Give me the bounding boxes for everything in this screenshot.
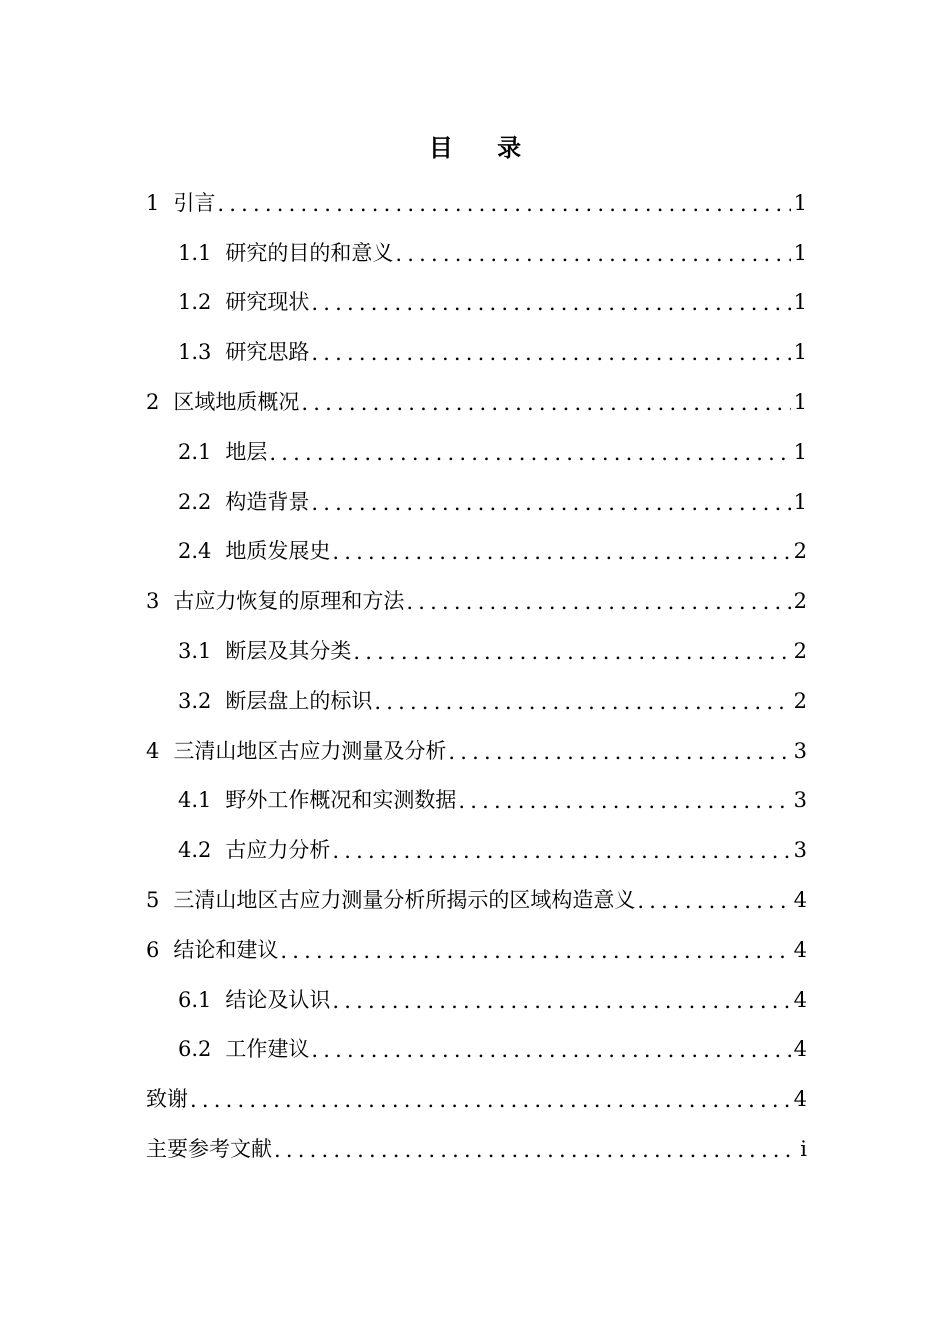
toc-page-number: 2 [793, 688, 807, 713]
toc-entry-label [146, 935, 278, 965]
toc-title: 目 录 [428, 133, 540, 162]
toc-entry-label [146, 387, 299, 417]
toc-entry-label [178, 636, 351, 666]
toc-entry-text: 三清山地区古应力测量及分析 [173, 738, 447, 763]
toc-entry-label [146, 1134, 272, 1164]
toc-entry-number: 6.2 [178, 1037, 212, 1062]
toc-entry-label [178, 985, 330, 1015]
toc-entry-text: 结论及认识 [225, 987, 331, 1012]
toc-dot-leader [311, 338, 791, 368]
toc-entry[interactable] [0, 726, 950, 776]
toc-entry-text: 研究的目的和意义 [225, 240, 394, 265]
toc-dot-leader [301, 388, 791, 418]
toc-entry-label [146, 885, 635, 915]
toc-entry-number: 3.2 [178, 688, 212, 713]
toc-entry-label [178, 437, 267, 467]
toc-entry[interactable] [0, 776, 950, 826]
toc-dot-leader [395, 239, 791, 269]
toc-dot-leader [311, 488, 791, 518]
toc-entry-label [178, 287, 309, 317]
toc-page-number: 4 [793, 937, 807, 962]
toc-dot-leader [637, 886, 791, 916]
toc-entry[interactable] [0, 228, 950, 278]
toc-dot-leader [274, 1135, 791, 1165]
toc-entry[interactable] [0, 178, 950, 228]
toc-page-number: 2 [793, 639, 807, 664]
toc-dot-leader [458, 786, 791, 816]
toc-entry-text: 结论和建议 [173, 937, 279, 962]
toc-dot-leader [332, 986, 791, 1016]
toc-entry[interactable] [0, 1124, 950, 1174]
toc-dot-leader [217, 189, 791, 219]
toc-entry-text: 断层及其分类 [225, 639, 352, 664]
toc-page-number: 1 [793, 290, 807, 315]
toc-entry-label [146, 1084, 188, 1114]
toc-entry-label [178, 835, 330, 865]
toc-entry-number: 1.2 [178, 290, 212, 315]
toc-page-number: 1 [793, 190, 807, 215]
toc-entry-label [178, 686, 372, 716]
toc-entry[interactable] [0, 576, 950, 626]
toc-entry-text: 主要参考文献 [146, 1137, 272, 1162]
toc-entry[interactable] [0, 527, 950, 577]
toc-entry-number: 1.3 [178, 340, 212, 365]
toc-entry[interactable] [0, 626, 950, 676]
toc-entry-number: 6.1 [178, 987, 212, 1012]
toc-entry-number: 5 [146, 888, 160, 913]
toc-dot-leader [269, 438, 791, 468]
toc-entry[interactable] [0, 825, 950, 875]
toc-page-number: 3 [793, 838, 807, 863]
toc-entry-text: 古应力恢复的原理和方法 [173, 589, 405, 614]
toc-page-number: 1 [793, 489, 807, 514]
toc-page-number: 4 [793, 1037, 807, 1062]
toc-entry-label [178, 536, 330, 566]
toc-page-number: i [800, 1137, 807, 1162]
toc-entry-text: 地质发展史 [225, 539, 331, 564]
toc-dot-leader [374, 687, 791, 717]
toc-entry-number: 1.1 [178, 240, 212, 265]
toc-entry-number: 4.1 [178, 788, 212, 813]
toc-entry-label [178, 785, 456, 815]
toc-entry-text: 断层盘上的标识 [225, 688, 373, 713]
toc-page-number: 1 [793, 240, 807, 265]
toc-entry-label [178, 337, 309, 367]
toc-entry-number: 4 [146, 738, 160, 763]
toc-entry[interactable] [0, 975, 950, 1025]
toc-entry-text: 研究思路 [225, 340, 310, 365]
toc-list [0, 178, 950, 1174]
toc-page-number: 4 [793, 888, 807, 913]
toc-page-number: 1 [793, 340, 807, 365]
toc-entry-text: 区域地质概况 [173, 390, 300, 415]
toc-entry-text: 工作建议 [225, 1037, 310, 1062]
toc-dot-leader [406, 587, 791, 617]
toc-entry-number: 4.2 [178, 838, 212, 863]
toc-page-number: 3 [793, 788, 807, 813]
toc-dot-leader [353, 637, 791, 667]
toc-entry[interactable] [0, 1025, 950, 1075]
toc-entry-number: 3 [146, 589, 160, 614]
toc-page-number: 4 [793, 1087, 807, 1112]
toc-entry-label [146, 586, 404, 616]
toc-entry[interactable] [0, 875, 950, 925]
toc-entry[interactable] [0, 278, 950, 328]
toc-entry-text: 引言 [173, 190, 216, 215]
toc-dot-leader [311, 1035, 791, 1065]
toc-entry-label [146, 736, 446, 766]
toc-entry-number: 2 [146, 390, 160, 415]
toc-page-number: 3 [793, 738, 807, 763]
toc-dot-leader [332, 836, 791, 866]
toc-page-number: 1 [793, 390, 807, 415]
toc-entry-text: 野外工作概况和实测数据 [225, 788, 457, 813]
toc-entry-text: 古应力分析 [225, 838, 331, 863]
toc-entry-number: 1 [146, 190, 160, 215]
toc-dot-leader [332, 537, 791, 567]
toc-entry-number: 2.1 [178, 439, 212, 464]
toc-entry[interactable] [0, 377, 950, 427]
toc-entry-label [178, 1034, 309, 1064]
toc-page-number: 2 [793, 589, 807, 614]
toc-dot-leader [311, 288, 791, 318]
toc-entry-number: 3.1 [178, 639, 212, 664]
toc-dot-leader [190, 1085, 791, 1115]
toc-page-number: 4 [793, 987, 807, 1012]
toc-entry-text: 致谢 [146, 1087, 188, 1112]
toc-entry-number: 2.4 [178, 539, 212, 564]
toc-page-number: 1 [793, 439, 807, 464]
toc-entry-label [178, 238, 393, 268]
toc-page-number: 2 [793, 539, 807, 564]
toc-entry-number: 6 [146, 937, 160, 962]
toc-entry[interactable] [0, 676, 950, 726]
toc-entry-text: 研究现状 [225, 290, 310, 315]
toc-entry-label [178, 487, 309, 517]
toc-dot-leader [280, 936, 791, 966]
toc-dot-leader [448, 737, 791, 767]
toc-entry[interactable] [0, 1074, 950, 1124]
toc-entry[interactable] [0, 477, 950, 527]
toc-entry-text: 三清山地区古应力测量分析所揭示的区域构造意义 [173, 888, 636, 913]
toc-entry-number: 2.2 [178, 489, 212, 514]
toc-entry[interactable] [0, 925, 950, 975]
toc-entry-label [146, 188, 215, 218]
toc-entry[interactable] [0, 427, 950, 477]
toc-entry-text: 地层 [225, 439, 268, 464]
toc-entry[interactable] [0, 327, 950, 377]
toc-entry-text: 构造背景 [225, 489, 310, 514]
